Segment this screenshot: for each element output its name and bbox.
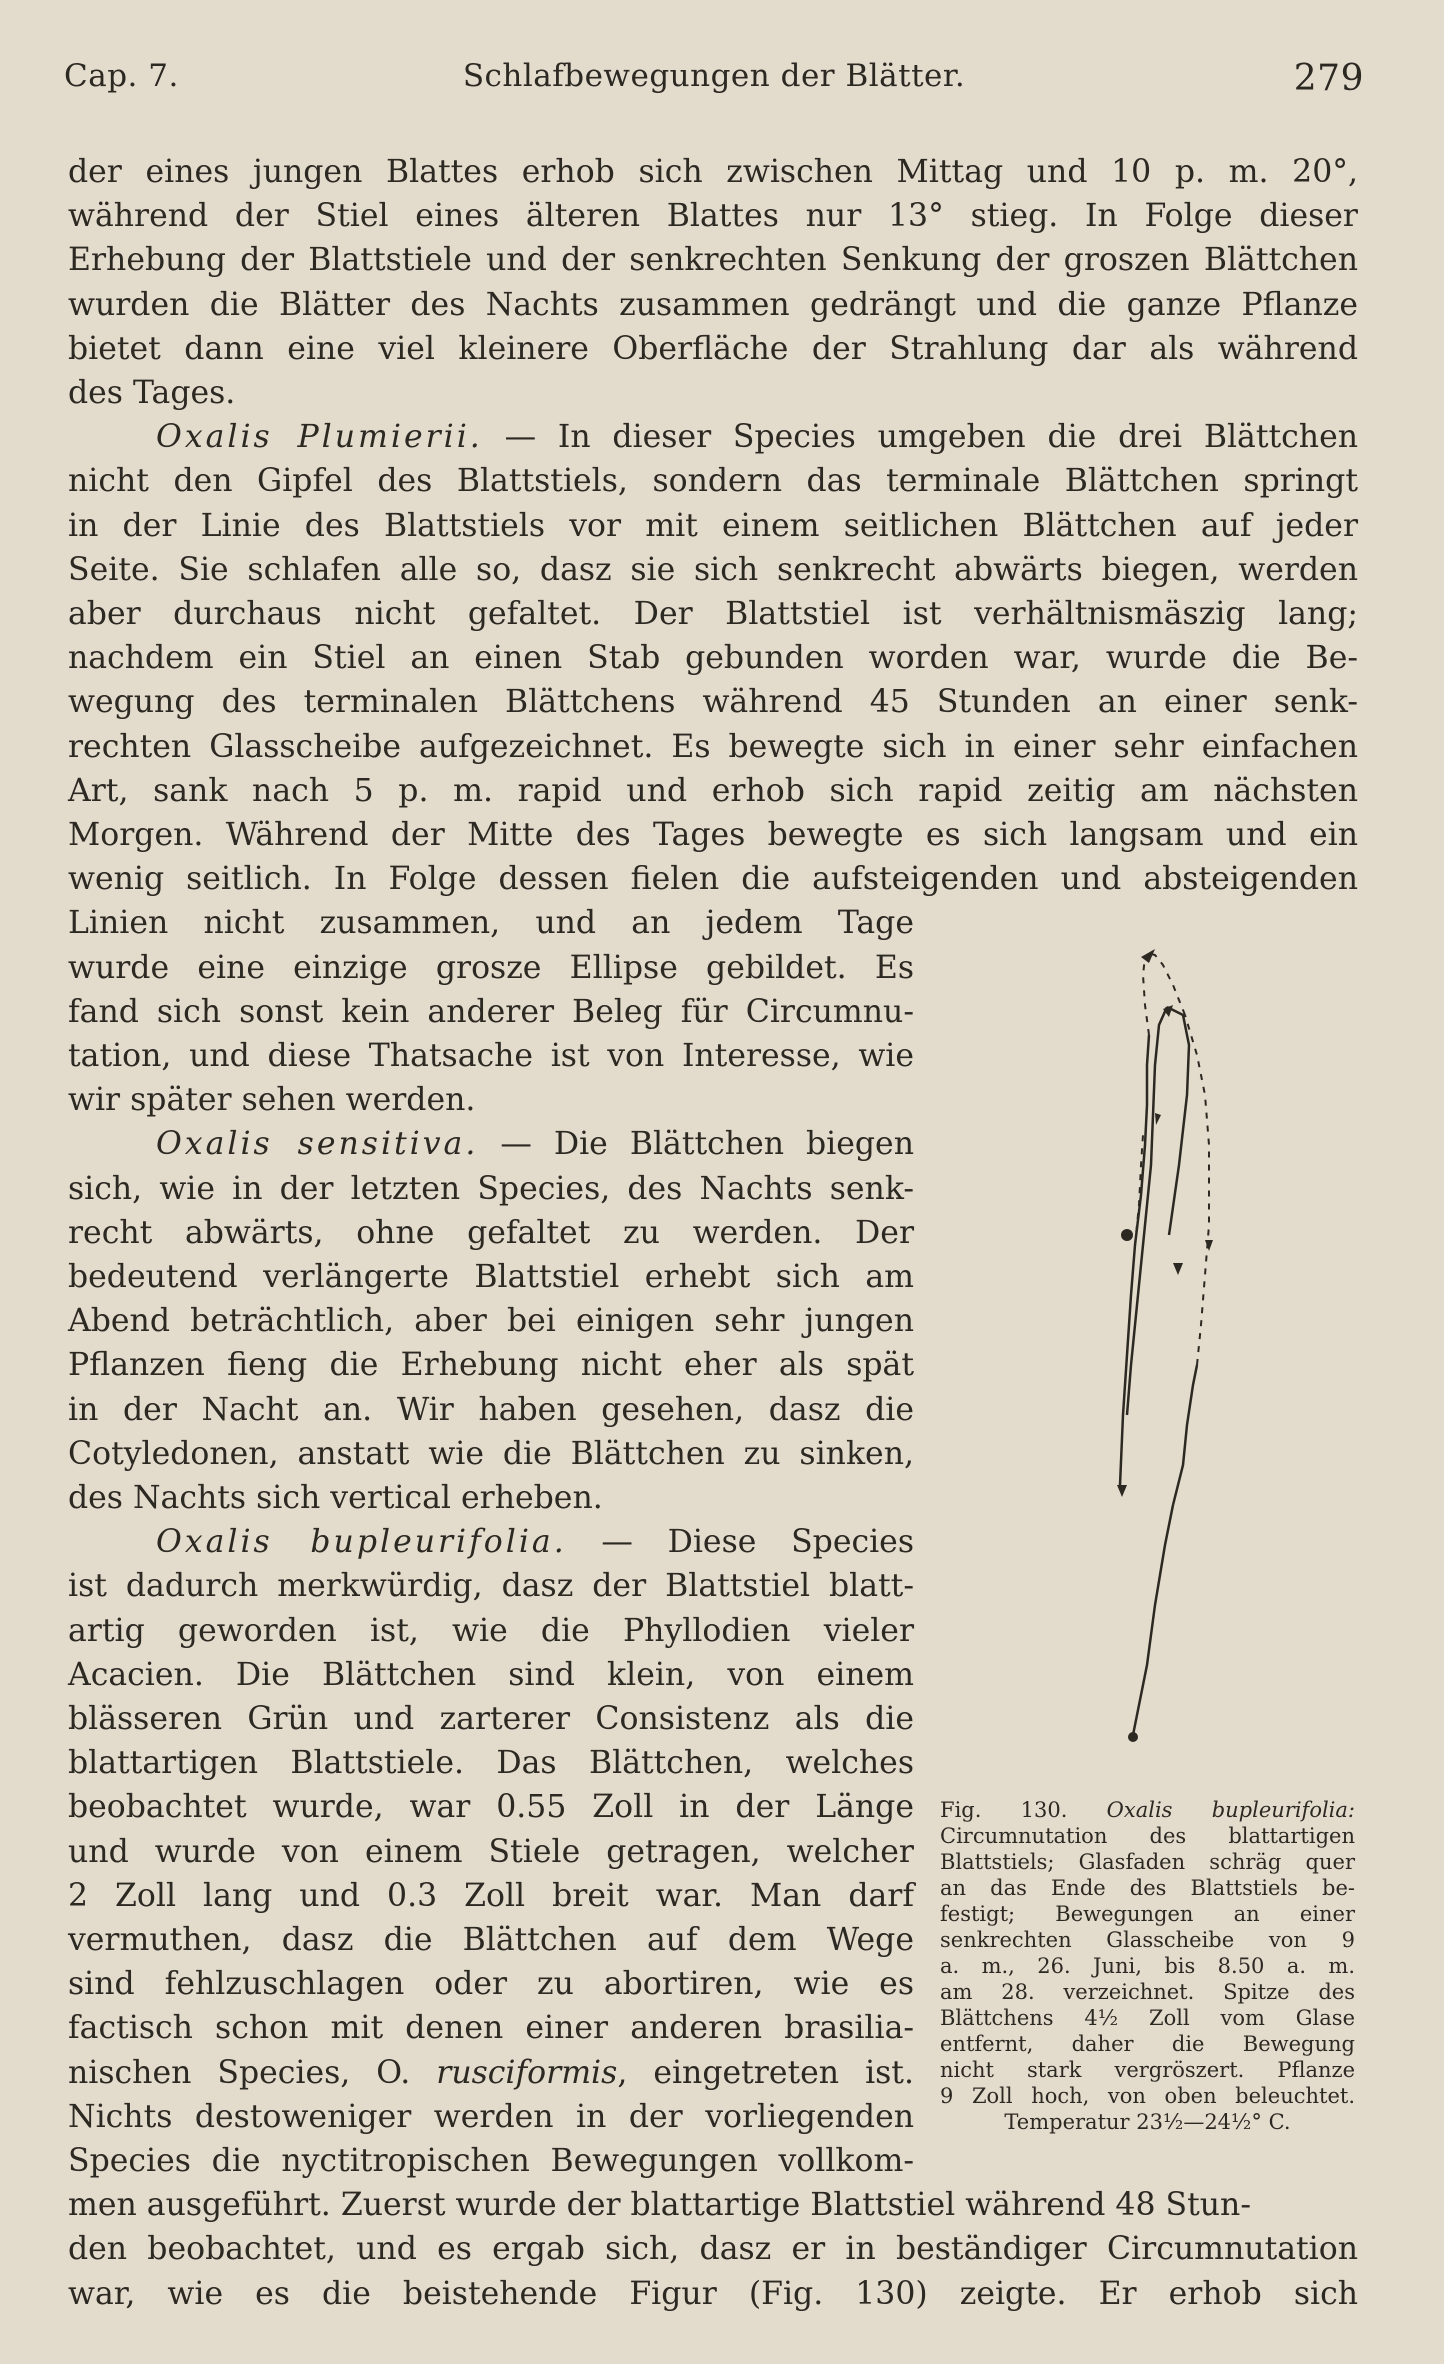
text-line: des Tages. [68,375,236,411]
page-number: 279 [1293,58,1364,99]
text-line: nicht den Gipfel des Blattstiels, sondern das terminale Blättchen springt [68,463,1358,499]
text-line: aber durchaus nicht gefaltet. Der Blattstiel ist verhältnismäszig lang; [68,596,1358,632]
caption-title: Fig. 130. Oxalis bupleurifolia: [940,1798,1355,1822]
text-line: bietet dann eine viel kleinere Oberfläche der Strahlung dar als während [68,331,1358,367]
arrowhead [1141,949,1155,963]
arrowhead [1117,1485,1127,1497]
text-line: Abend beträchtlich, aber bei einigen sehr jungen [68,1303,914,1339]
circumnutation-figure [1075,945,1365,1795]
end-dot [1128,1732,1138,1742]
text-line: bedeutend verlängerte Blattstiel erhebt sich am [68,1259,914,1295]
trace-segment [1133,1505,1173,1735]
text-line: Oxalis Plumierii. — In dieser Species umgeben die drei Blättchen [156,419,1358,455]
text-line: den beobachtet, und es ergab sich, dasz er in beständiger Circumnutation [68,2231,1358,2267]
text-line: blattartigen Blattstiele. Das Blättchen, welches [68,1745,914,1781]
caption-line: senkrechten Glasscheibe von 9 [940,1928,1355,1952]
text-line: in der Linie des Blattstiels vor mit einem seitlichen Blättchen auf jeder [68,508,1358,544]
caption-line: nicht stark vergröszert. Pflanze [940,2058,1355,2082]
arrowhead [1173,1263,1183,1275]
figure-caption [940,1797,1355,2135]
chapter-label: Cap. 7. [64,58,179,94]
text-line: und wurde von einem Stiele getragen, welcher [68,1834,914,1870]
text-line: wenig seitlich. In Folge dessen fielen die aufsteigenden und absteigenden [68,861,1358,897]
caption-line: Circumnutation des blattartigen [940,1824,1355,1848]
text-line: Morgen. Während der Mitte des Tages bewegte es sich langsam und ein [68,817,1358,853]
trace-segment [1173,1365,1197,1505]
caption-line: am 28. verzeichnet. Spitze des [940,1980,1355,2004]
text-line: wurde eine einzige grosze Ellipse gebildet. Es [68,950,914,986]
caption-line: 9 Zoll hoch, von oben beleuchtet. [940,2084,1355,2108]
text-line: artig geworden ist, wie die Phyllodien vieler [68,1613,914,1649]
text-line: der eines jungen Blattes erhob sich zwischen Mittag und 10 p. m. 20°, [68,154,1358,190]
trace-segment [1167,1007,1189,1235]
text-line: Pflanzen fieng die Erhebung nicht eher als spät [68,1347,914,1383]
text-line: nachdem ein Stiel an einen Stab gebunden worden war, wurde die Be- [68,640,1358,676]
text-line: war, wie es die beistehende Figur (Fig. 130) zeigte. Er erhob sich [68,2276,1358,2312]
text-line: sich, wie in der letzten Species, des Nachts senk- [68,1171,914,1207]
caption-line: a. m., 26. Juni, bis 8.50 a. m. [940,1954,1355,1978]
text-line: Cotyledonen, anstatt wie die Blättchen zu sinken, [68,1436,914,1472]
trace-dashed [1143,957,1149,1035]
text-line: vermuthen, dasz die Blättchen auf dem Wege [68,1922,914,1958]
text-line: Erhebung der Blattstiele und der senkrechten Senkung der groszen Blättchen [68,242,1358,278]
text-line: in der Nacht an. Wir haben gesehen, dasz die [68,1392,914,1428]
text-line: des Nachts sich vertical erheben. [68,1480,603,1516]
text-line: ist dadurch merkwürdig, dasz der Blattstiel blatt- [68,1568,914,1604]
text-line: während der Stiel eines älteren Blattes nur 13° stieg. In Folge dieser [68,198,1358,234]
text-line: Oxalis bupleurifolia. — Diese Species [156,1524,914,1560]
trace-segment [1141,1035,1149,1195]
text-line: fand sich sonst kein anderer Beleg für Circumnu- [68,994,914,1030]
caption-line: entfernt, daher die Bewegung [940,2032,1355,2056]
caption-line: Blättchens 4½ Zoll vom Glase [940,2006,1355,2030]
text-line: wurden die Blätter des Nachts zusammen gedrängt und die ganze Pflanze [68,287,1358,323]
caption-line: an das Ende des Blattstiels be- [940,1876,1355,1900]
text-line: men ausgeführt. Zuerst wurde der blattartige Blattstiel während 48 Stun- [68,2187,1251,2223]
text-line: Seite. Sie schlafen alle so, dasz sie sich senkrecht abwärts biegen, werden [68,552,1358,588]
text-line: Linien nicht zusammen, und an jedem Tage [68,905,914,941]
arrowhead [1205,1240,1213,1251]
caption-line: festigt; Bewegungen an einer [940,1902,1355,1926]
caption-line: Temperatur 23½—24½° C. [1004,2110,1291,2134]
text-line: nischen Species, O. rusciformis, eingetreten ist. [68,2055,914,2091]
arrowhead [1155,1113,1161,1125]
text-line: tation, und diese Thatsache ist von Interesse, wie [68,1038,914,1074]
text-line: rechten Glasscheibe aufgezeichnet. Es bewegte sich in einer sehr einfachen [68,729,1358,765]
text-line: Art, sank nach 5 p. m. rapid und erhob sich rapid zeitig am nächsten [68,773,1358,809]
text-line: 2 Zoll lang und 0.3 Zoll breit war. Man darf [68,1878,914,1914]
start-dot [1121,1229,1133,1241]
text-line: recht abwärts, ohne gefaltet zu werden. Der [68,1215,914,1251]
text-line: blässeren Grün und zarterer Consistenz als die [68,1701,914,1737]
text-line: Nichts destoweniger werden in der vorliegenden [68,2099,914,2135]
text-line: Acacien. Die Blättchen sind klein, von einem [68,1657,914,1693]
text-line: factisch schon mit denen einer anderen brasilia- [68,2010,914,2046]
text-line: Oxalis sensitiva. — Die Blättchen biegen [156,1126,914,1162]
text-line: wegung des terminalen Blättchens während 45 Stunden an einer senk- [68,684,1358,720]
trace-dashed [1147,953,1185,1015]
text-line: wir später sehen werden. [68,1082,476,1118]
text-line: Species die nyctitropischen Bewegungen vollkom- [68,2143,914,2179]
caption-line: Blattstiels; Glasfaden schräg quer [940,1850,1355,1874]
text-line: sind fehlzuschlagen oder zu abortiren, wie es [68,1966,914,2002]
text-line: beobachtet wurde, war 0.55 Zoll in der Länge [68,1789,914,1825]
running-title: Schlafbewegungen der Blätter. [462,58,966,94]
